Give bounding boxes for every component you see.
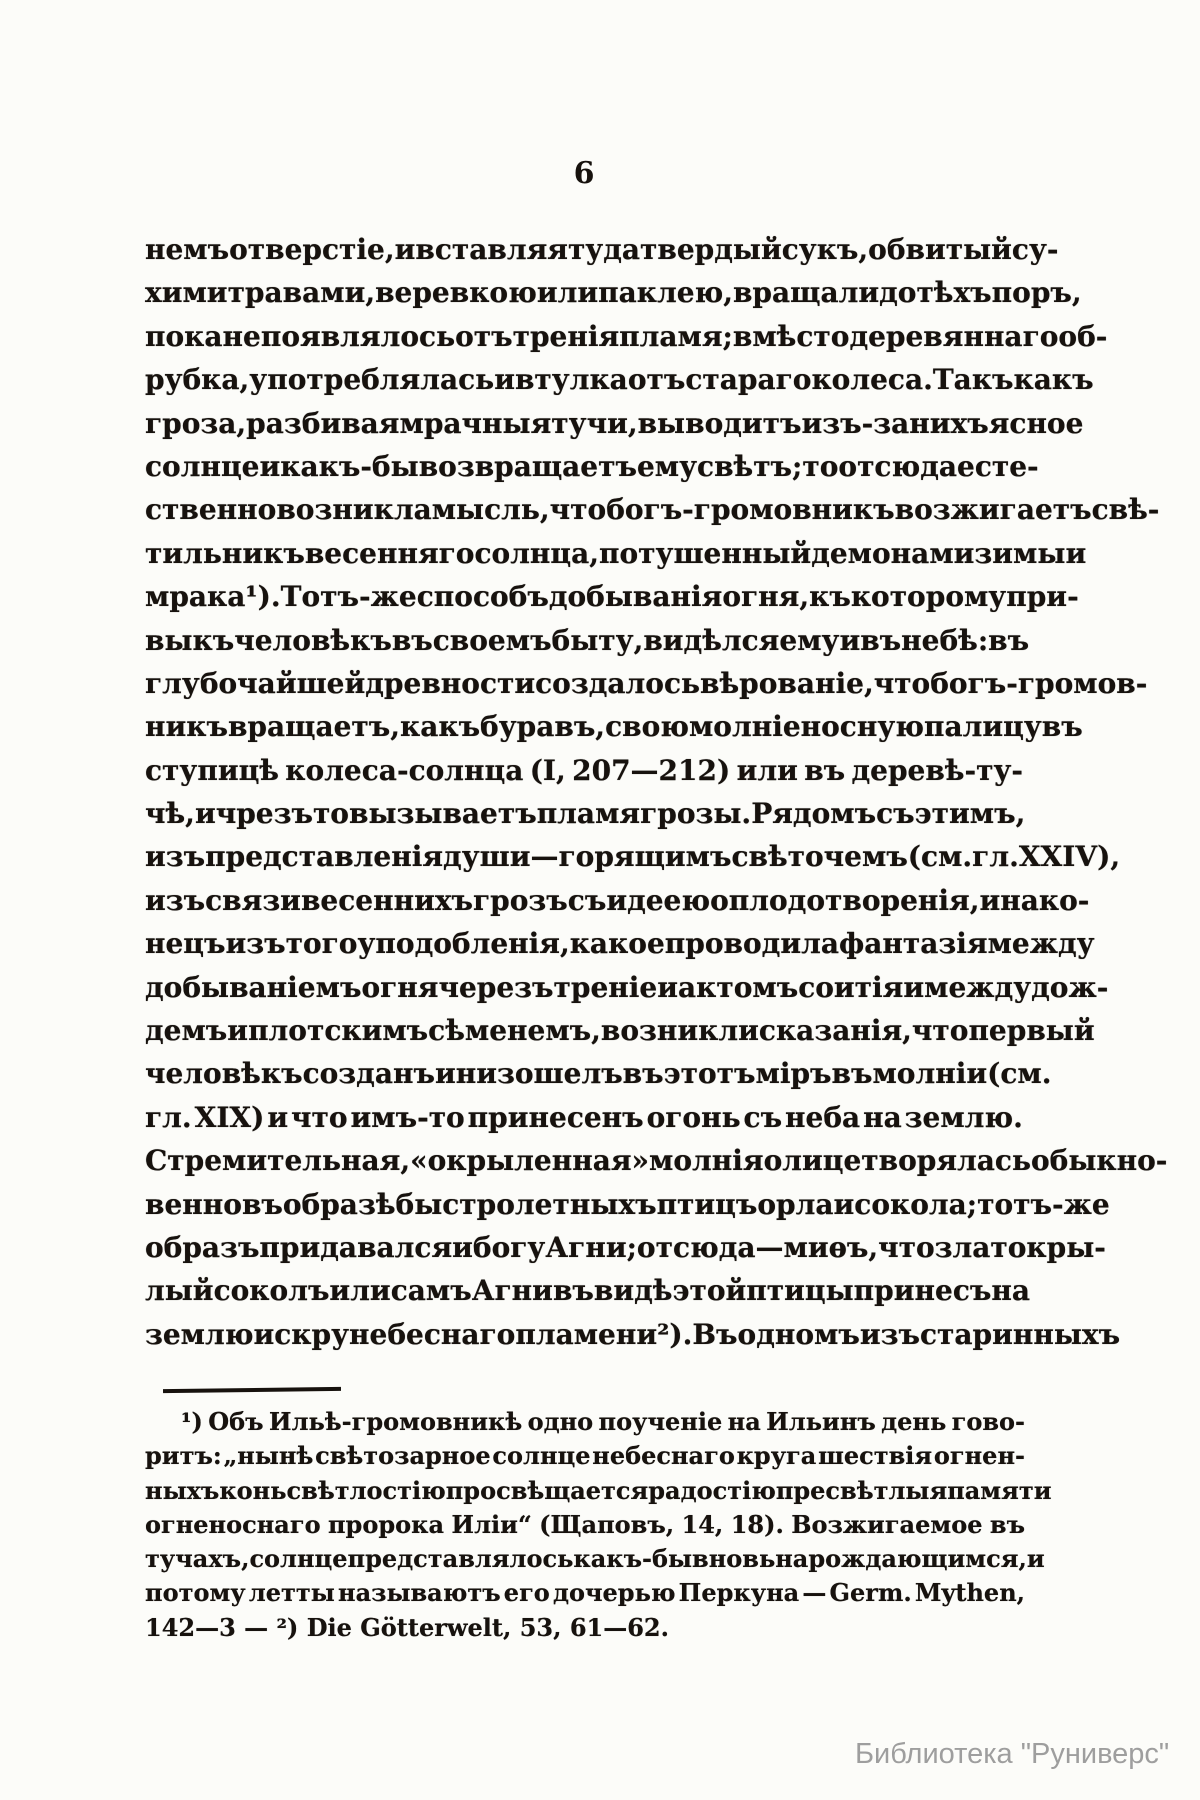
text-line: ступицѣ колеса-солнца (I, 207—212) или въ деревѣ-ту- bbox=[145, 753, 1023, 787]
text-line: Стремительная, «окрыленная» молнія олицетворялась обыкно- bbox=[145, 1144, 1168, 1178]
footnote-line: 142—3 — ²) Die Götterwelt, 53, 61—62. bbox=[145, 1612, 669, 1642]
text-line: венно въ образѣ быстролетныхъ птицъ орла и сокола; тотъ-же bbox=[145, 1187, 1110, 1221]
text-line: мрака ¹). Тотъ-же способъ добыванія огня, къ которому при- bbox=[145, 580, 1079, 614]
footnote-line: ¹) Объ Ильѣ-громовникѣ одно поученіе на Ильинъ день гово- bbox=[181, 1407, 1025, 1436]
text-line: ственно возникла мысль, что богъ-громовникъ возжигаетъ свѣ- bbox=[145, 493, 1160, 527]
text-line: гл. XIX) и что имъ-то принесенъ огонь съ неба на землю. bbox=[145, 1100, 1023, 1134]
body-text bbox=[145, 228, 1168, 1356]
text-line: пока не появлялось отъ тренія пламя; вмѣсто деревяннаго об- bbox=[145, 319, 1108, 353]
text-line: изъ представленія души—горящимъ свѣточемъ (см. гл. XXIV), bbox=[145, 840, 1121, 874]
footnote-line: ныхъ конь свѣтлостію просвѣщается радостію пресвѣтлыя памяти bbox=[145, 1475, 1052, 1505]
footnote-separator bbox=[163, 1387, 341, 1393]
text-line: немъ отверстіе, и вставляя туда твердый сукъ, обвитый су- bbox=[145, 233, 1059, 266]
text-line: лый соколъ или самъ Агни въ видѣ этой птицы принесъ на bbox=[145, 1274, 1030, 1308]
text-line: добываніемъ огня черезъ треніе и актомъ соитія и между дож- bbox=[145, 970, 1109, 1004]
text-line: выкъ человѣкъ въ своемъ быту, видѣлся ему и въ небѣ: въ bbox=[145, 623, 1030, 657]
text-line: глубочайшей древности создалось вѣрованіе, что богъ-громов- bbox=[145, 666, 1148, 700]
text-line: образъ придавался и богу Агни; отсюда—миѳъ, что златокры- bbox=[145, 1230, 1106, 1264]
footnote-line: огненоснаго пророка Иліи“ (Щаповъ, 14, 18). Возжигаемое въ bbox=[145, 1509, 1025, 1539]
text-line: чѣ, и чрезъ то вызываетъ пламя грозы. Рядомъ съ этимъ, bbox=[145, 797, 1026, 831]
footnote-line: потому летты называютъ его дочерью Перкуна — Germ. Mythen, bbox=[145, 1578, 1025, 1608]
text-line: землю искру небеснаго пламени ²). Въ одномъ изъ старинныхъ bbox=[145, 1317, 1121, 1351]
text-line: рубка, употреблялась и втулка отъ стараго колеса. Такъ какъ bbox=[145, 363, 1094, 397]
text-line: человѣкъ созданъ и низошелъ въ этотъ міръ въ молніи (см. bbox=[145, 1057, 1052, 1091]
text-line: никъ вращаетъ, какъ буравъ, свою молніеносную палицу въ bbox=[145, 710, 1083, 744]
text-line: демъ и плотскимъ сѣменемъ, возникли сказанія, что первый bbox=[145, 1014, 1095, 1048]
footnote-line: ритъ: „нынѣ свѣтозарное солнце небеснаго круга шествія огнен- bbox=[145, 1441, 1025, 1471]
text-line: солнце и какъ-бы возвращаетъ ему свѣтъ; то отсюда есте- bbox=[145, 449, 1039, 483]
text-line: тильникъ весенняго солнца, потушенный демонами зимы и bbox=[145, 536, 1087, 570]
footnote-line: тучахъ, солнце представлялось какъ-бы вновь нарождающимся, и bbox=[145, 1544, 1045, 1574]
text-line: хими травами, веревкою или паклею, вращали до тѣхъ поръ, bbox=[145, 276, 1082, 310]
footnote bbox=[145, 1405, 1052, 1645]
text-line: изъ связи весеннихъ грозъ съ идеею оплодотворенія, и нако- bbox=[145, 883, 1090, 917]
page-number: 6 bbox=[573, 156, 595, 191]
watermark: Библиотека "Руниверс" bbox=[855, 1738, 1170, 1770]
text-line: нецъ изъ того уподобленія, какое проводила фантазія между bbox=[145, 927, 1095, 961]
text-line: гроза, разбивая мрачныя тучи, выводитъ изъ-за нихъ ясное bbox=[145, 406, 1084, 440]
